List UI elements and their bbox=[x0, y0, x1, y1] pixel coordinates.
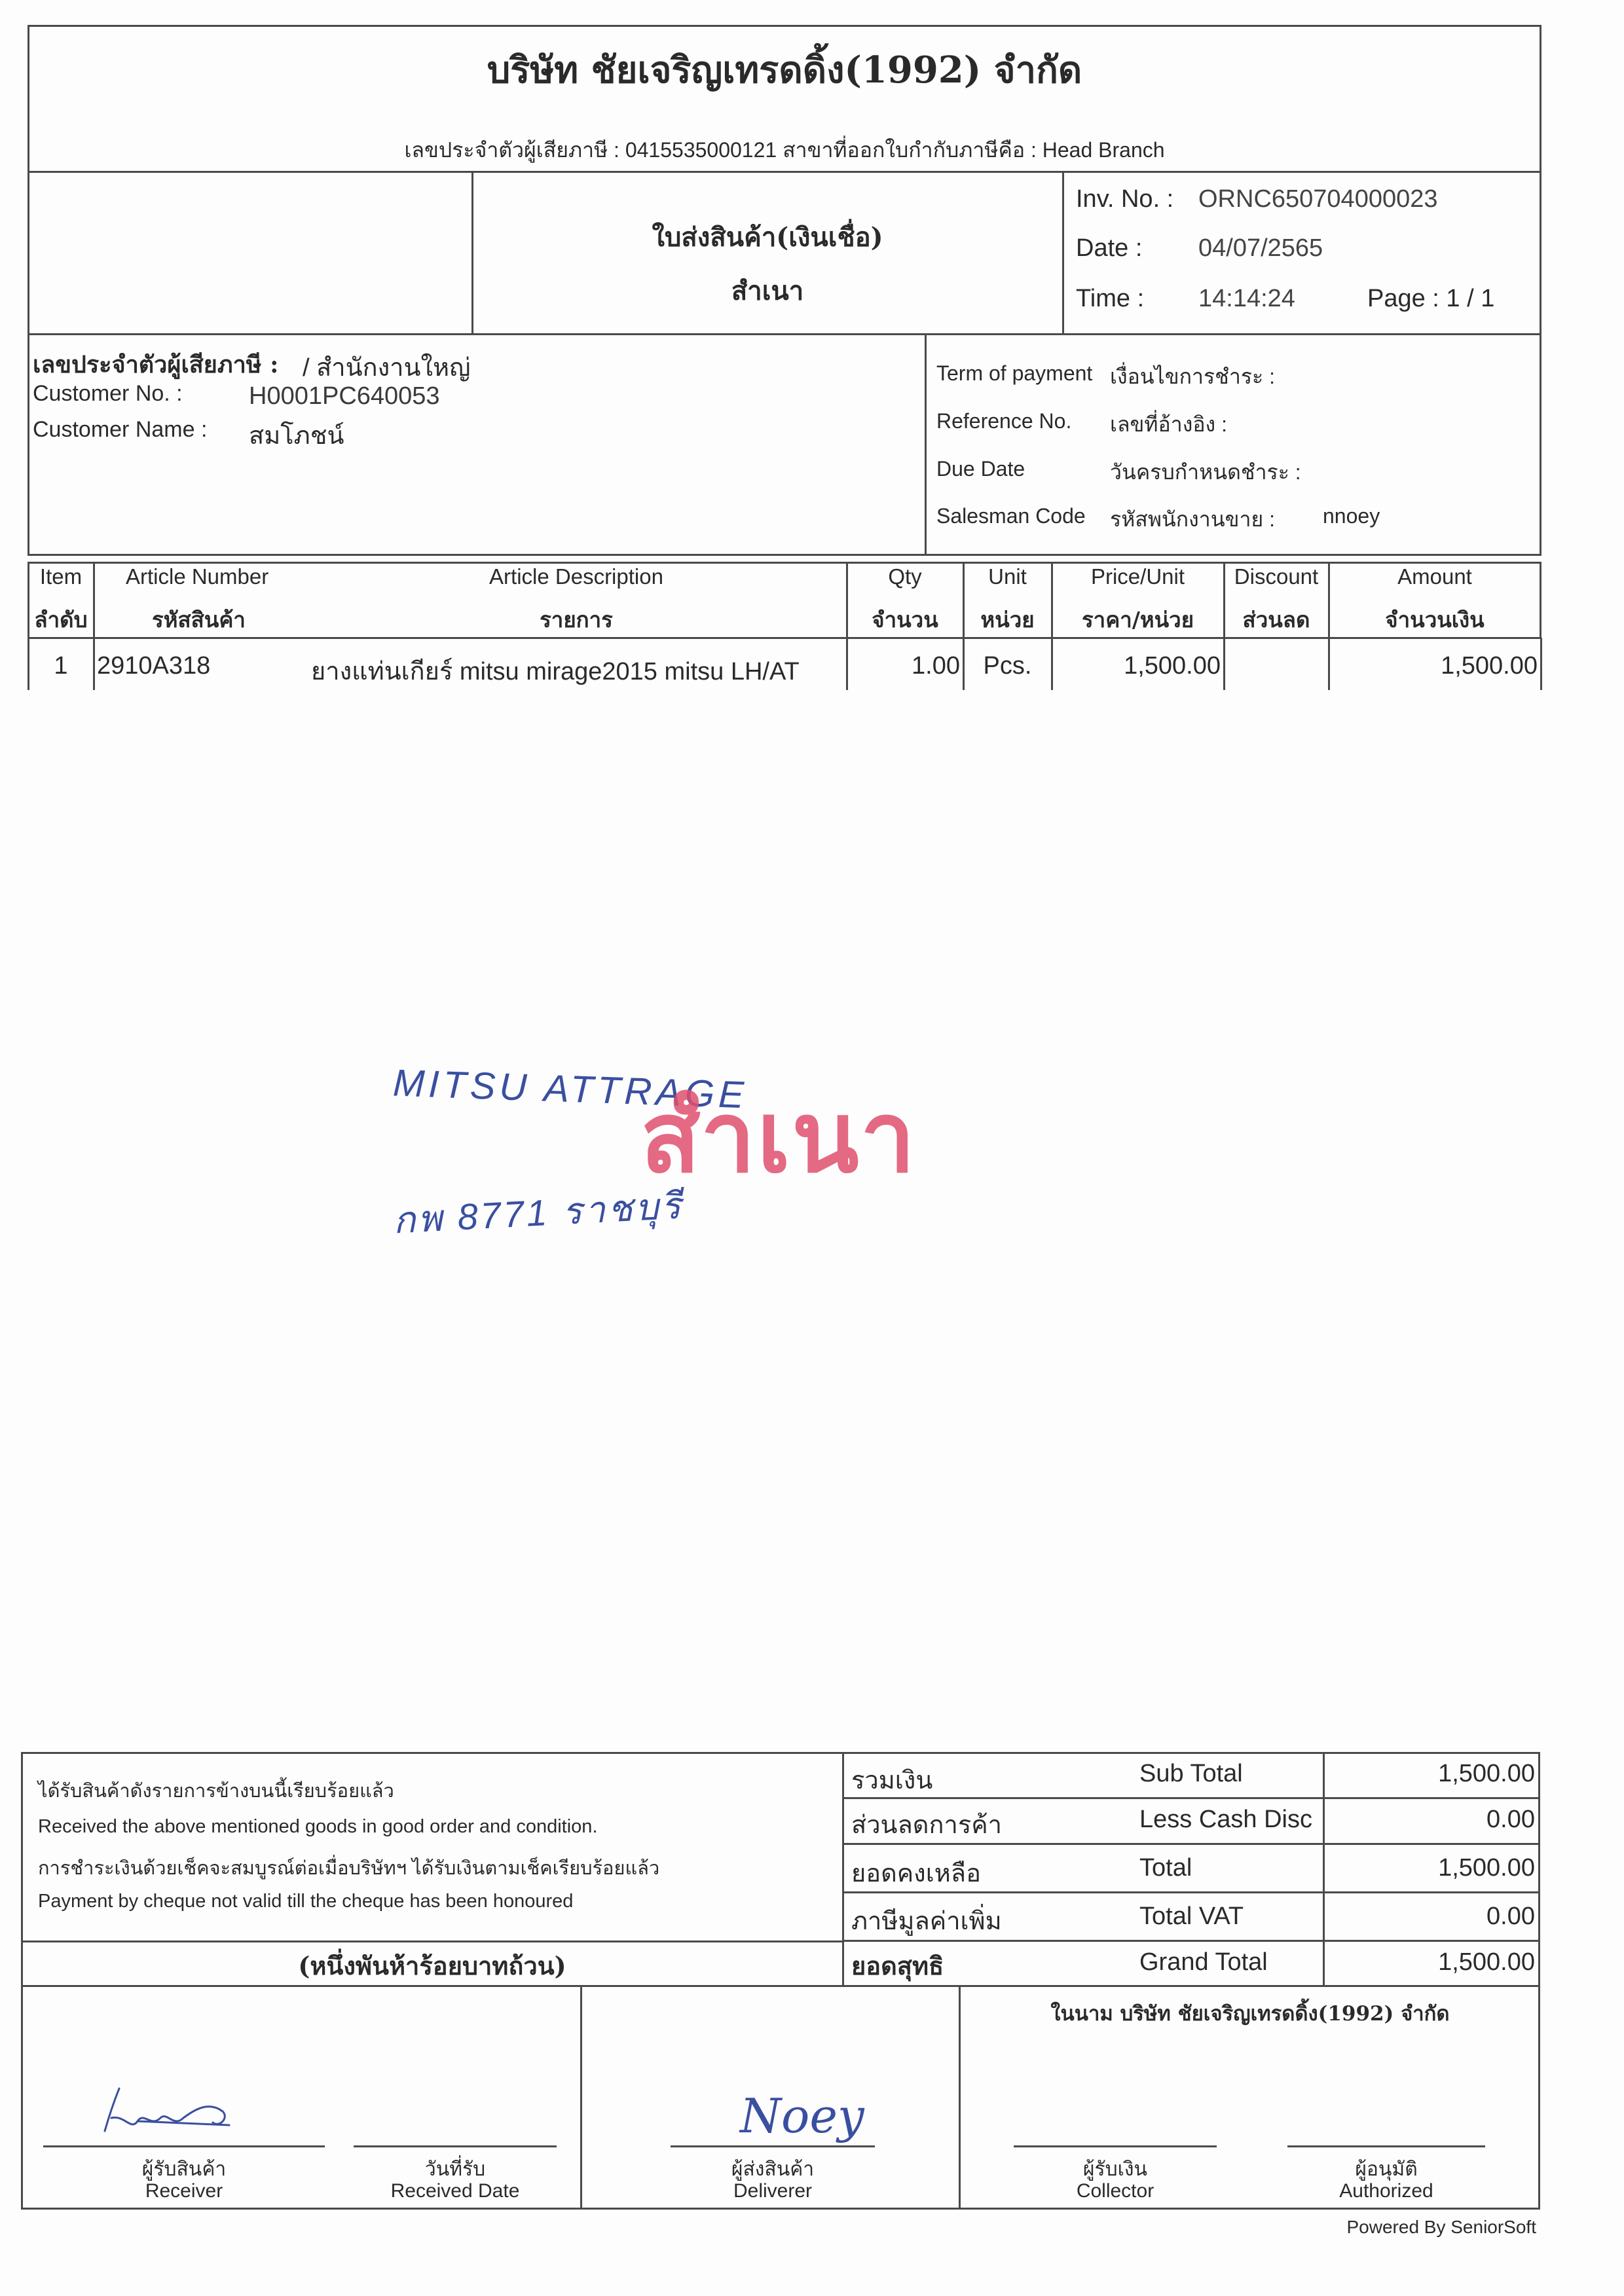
customer-name-label: Customer Name : bbox=[33, 417, 208, 442]
customer-name-value: สมโภชน์ bbox=[249, 422, 344, 450]
header-article-en: Article Number bbox=[126, 564, 269, 589]
cash-disc-en: Less Cash Disc bbox=[1139, 1806, 1312, 1833]
doc-title: ใบส่งสินค้า(เงินเชื่อ) bbox=[652, 222, 883, 253]
reference-th: เลขที่อ้างอิง : bbox=[1110, 412, 1227, 436]
header-item-th: ลำดับ bbox=[34, 607, 88, 632]
header-price-en: Price/Unit bbox=[1090, 564, 1185, 589]
sig-collector-en: Collector bbox=[1076, 2180, 1154, 2202]
header-qty-en: Qty bbox=[888, 564, 922, 589]
header-unit-en: Unit bbox=[988, 564, 1027, 589]
receiver-signature bbox=[98, 2082, 242, 2141]
header-discount-en: Discount bbox=[1234, 564, 1319, 589]
handwritten-vehicle-model: MITSU ATTRAGE bbox=[392, 1061, 748, 1117]
time-value: 14:14:24 bbox=[1198, 285, 1295, 312]
salesman-en: Salesman Code bbox=[936, 504, 1086, 528]
sig-authorized-en: Authorized bbox=[1339, 2180, 1433, 2202]
cheque-note-en: Payment by cheque not valid till the cheque has been honoured bbox=[38, 1891, 574, 1912]
copy-stamp: สำเนา bbox=[640, 1082, 917, 1192]
sig-received-date-en: Received Date bbox=[390, 2180, 520, 2202]
customer-no-value: H0001PC640053 bbox=[249, 382, 440, 410]
sig-deliverer-en: Deliverer bbox=[733, 2180, 813, 2202]
customer-tax-value: / สำนักงานใหญ่ bbox=[303, 354, 471, 382]
header-article-th: รหัสสินค้า bbox=[152, 607, 246, 632]
deliverer-signature: Noey bbox=[740, 2088, 864, 2143]
due-date-th: วันครบกำหนดชำระ : bbox=[1110, 460, 1301, 484]
header-amount-th: จำนวนเงิน bbox=[1385, 607, 1485, 632]
header-desc-en: Article Description bbox=[489, 564, 663, 589]
subtotal-value: 1,500.00 bbox=[1438, 1760, 1535, 1787]
customer-no-label: Customer No. : bbox=[33, 381, 183, 406]
row-qty: 1.00 bbox=[912, 652, 960, 680]
doc-subtitle: สำเนา bbox=[731, 276, 804, 306]
sig-receiver-th: ผู้รับสินค้า bbox=[141, 2159, 227, 2180]
time-label: Time : bbox=[1076, 285, 1145, 312]
term-payment-en: Term of payment bbox=[936, 361, 1093, 385]
date-label: Date : bbox=[1076, 234, 1143, 262]
powered-by: Powered By SeniorSoft bbox=[1346, 2217, 1536, 2237]
vat-value: 0.00 bbox=[1486, 1903, 1535, 1930]
salesman-value: nnoey bbox=[1323, 504, 1380, 528]
grand-total-en: Grand Total bbox=[1139, 1948, 1268, 1976]
received-note-th: ได้รับสินค้าดังรายการข้างบนนี้เรียบร้อยแล้ว bbox=[38, 1781, 394, 1802]
vat-th: ภาษีมูลค่าเพิ่ม bbox=[851, 1908, 1002, 1935]
row-article: 2910A318 bbox=[97, 652, 211, 680]
company-tax-line: เลขประจำตัวผู้เสียภาษี : 0415535000121 สาขาที่ออกใบกำกับภาษีคือ : Head Branch bbox=[404, 138, 1165, 162]
header-item-en: Item bbox=[39, 564, 83, 589]
row-amount: 1,500.00 bbox=[1441, 652, 1538, 680]
sig-deliverer-th: ผู้ส่งสินค้า bbox=[731, 2159, 815, 2180]
sig-received-date-th: วันที่รับ bbox=[424, 2159, 486, 2180]
grand-total-value: 1,500.00 bbox=[1438, 1948, 1535, 1976]
header-desc-th: รายการ bbox=[540, 607, 613, 632]
row-unit: Pcs. bbox=[983, 652, 1032, 680]
total-en: Total bbox=[1139, 1854, 1192, 1882]
grand-total-th: ยอดสุทธิ bbox=[851, 1951, 944, 1980]
row-item: 1 bbox=[54, 652, 68, 680]
on-behalf-of: ในนาม บริษัท ชัยเจริญเทรดดิ้ง(1992) จำกัด bbox=[1050, 2002, 1450, 2026]
sig-receiver-en: Receiver bbox=[145, 2180, 223, 2202]
cash-disc-th: ส่วนลดการค้า bbox=[851, 1812, 1002, 1839]
inv-label: Inv. No. : bbox=[1076, 185, 1174, 213]
row-desc: ยางแท่นเกียร์ mitsu mirage2015 mitsu LH/AT bbox=[311, 658, 800, 685]
subtotal-th: รวมเงิน bbox=[851, 1767, 933, 1795]
header-unit-th: หน่วย bbox=[980, 607, 1035, 632]
customer-tax-label: เลขประจำตัวผู้เสียภาษี : bbox=[33, 351, 279, 378]
received-note-en: Received the above mentioned goods in good order and condition. bbox=[38, 1816, 598, 1837]
salesman-th: รหัสพนักงานขาย : bbox=[1110, 507, 1275, 531]
page-number: Page : 1 / 1 bbox=[1367, 285, 1495, 312]
due-date-en: Due Date bbox=[936, 457, 1025, 481]
total-value: 1,500.00 bbox=[1438, 1854, 1535, 1882]
company-name: บริษัท ชัยเจริญเทรดดิ้ง(1992) จำกัด bbox=[487, 48, 1082, 92]
row-price: 1,500.00 bbox=[1124, 652, 1221, 680]
header-discount-th: ส่วนลด bbox=[1242, 607, 1310, 632]
vat-en: Total VAT bbox=[1139, 1903, 1244, 1930]
date-value: 04/07/2565 bbox=[1198, 234, 1323, 262]
cash-disc-value: 0.00 bbox=[1486, 1806, 1535, 1833]
cheque-note-th: การชำระเงินด้วยเช็คจะสมบูรณ์ต่อเมื่อบริษัทฯ ได้รับเงินตามเช็คเรียบร้อยแล้ว bbox=[38, 1858, 660, 1879]
sig-authorized-th: ผู้อนุมัติ bbox=[1355, 2159, 1418, 2180]
inv-value: ORNC650704000023 bbox=[1198, 185, 1438, 213]
handwritten-plate: กพ 8771 ราชบุรี bbox=[392, 1184, 685, 1241]
term-payment-th: เงื่อนไขการชำระ : bbox=[1110, 365, 1275, 388]
total-th: ยอดคงเหลือ bbox=[851, 1860, 981, 1887]
header-price-th: ราคา/หน่วย bbox=[1081, 607, 1194, 632]
reference-en: Reference No. bbox=[936, 409, 1072, 433]
header-amount-en: Amount bbox=[1397, 564, 1472, 589]
amount-in-words: (หนึ่งพันห้าร้อยบาทถ้วน) bbox=[298, 1951, 566, 1980]
header-qty-th: จำนวน bbox=[872, 607, 938, 632]
sig-collector-th: ผู้รับเงิน bbox=[1082, 2159, 1148, 2180]
subtotal-en: Sub Total bbox=[1139, 1760, 1243, 1787]
